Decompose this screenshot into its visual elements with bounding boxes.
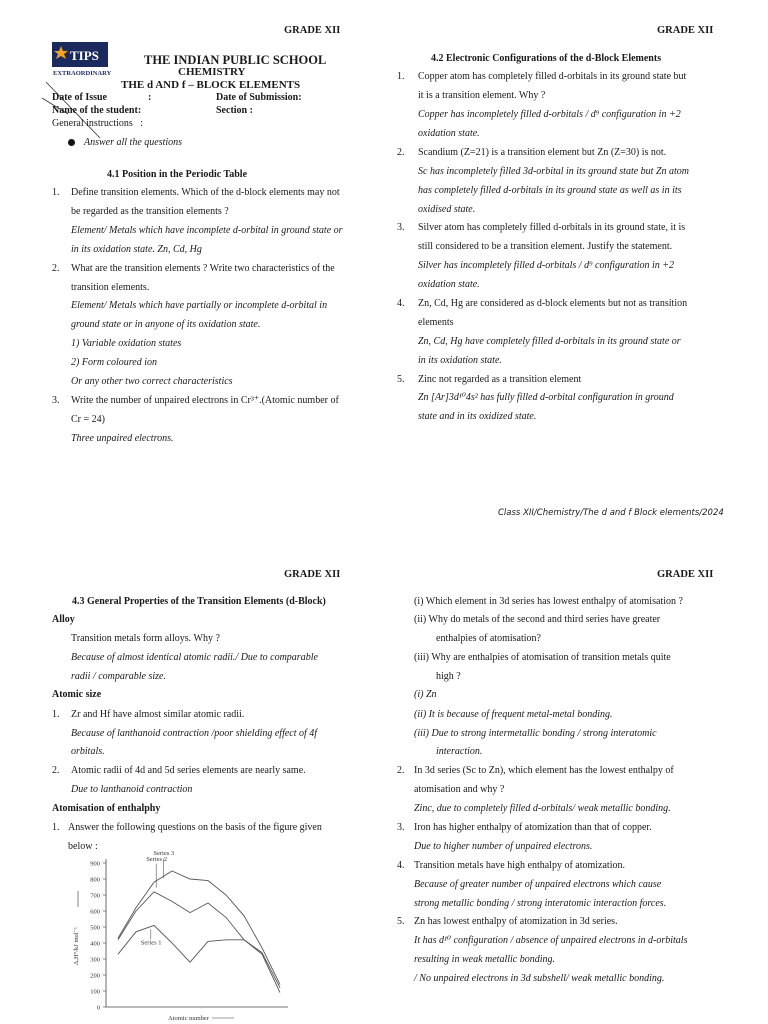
alloy-heading: Alloy [52, 614, 75, 625]
subject-title: CHEMISTRY [178, 66, 246, 78]
answer-line: has completely filled d-orbitals in its ground state as well as in its [418, 185, 682, 196]
answer-line: interaction. [436, 746, 483, 757]
page-footer: Class XII/Chemistry/The d and f Block elements/2024 [498, 508, 724, 518]
question-number: 4. [397, 860, 405, 871]
question-number: 1. [52, 709, 60, 720]
y-tick-label: 200 [90, 972, 100, 980]
answer-line: state and in its oxidized state. [418, 411, 537, 422]
y-tick-label: 300 [90, 956, 100, 964]
question-line: be regarded as the transition elements ? [71, 206, 229, 217]
answer-line: (ii) It is because of frequent metal-metal bonding. [414, 709, 613, 720]
answer-line: It has d¹⁰ configuration / absence of unpaired electrons in d-orbitals [414, 935, 688, 946]
bullet-icon [68, 139, 75, 146]
answer-line: strong metallic bonding / strong interatomic interaction forces. [414, 898, 667, 909]
question-line: Zn, Cd, Hg are considered as d-block elements but not as transition [418, 298, 688, 309]
answer-line: 2) Form coloured ion [71, 357, 158, 368]
answer-line: oxidation state. [418, 128, 480, 139]
question-number: 3. [397, 822, 405, 833]
question-number: 2. [52, 263, 60, 274]
question-number: 2. [397, 147, 405, 158]
answer-line: orbitals. [71, 746, 105, 757]
date-of-issue-colon: : [148, 92, 152, 103]
answer-line: oxidation state. [418, 279, 480, 290]
header-grade-bottom-left: GRADE XII [284, 569, 341, 580]
y-tick-label: 900 [90, 860, 100, 868]
answer-line: Element/ Metals which have partially or incomplete d-orbital in [71, 300, 328, 311]
question-line: Zr and Hf have almost similar atomic radii. [71, 709, 245, 720]
series-line-1 [118, 871, 280, 985]
date-of-submission-label: Date of Submission: [216, 92, 302, 103]
series-label-2: Series 2 [146, 855, 167, 863]
answer-line: Because of greater number of unpaired electrons which cause [414, 879, 662, 890]
y-tick-label: 800 [90, 876, 100, 884]
question-number: 2. [397, 765, 405, 776]
x-axis-label: Atomic number [168, 1015, 209, 1022]
instruction-bullet [68, 137, 182, 148]
series-line-3 [118, 925, 280, 992]
atomic-size-heading: Atomic size [52, 689, 102, 700]
answer-line: Element/ Metals which have incomplete d-orbital in ground state or [71, 225, 343, 236]
section-4-1-title: 4.1 Position in the Periodic Table [107, 169, 248, 180]
logo-tagline-text: EXTRAORDINARY [53, 70, 112, 77]
question-line: below : [68, 841, 98, 852]
question-line: Answer the following questions on the basis of the figure given [68, 822, 322, 833]
answer-line: Because of almost identical atomic radii./ Due to comparable [71, 652, 318, 663]
header-grade-bottom-right: GRADE XII [657, 569, 714, 580]
answer-line: Three unpaired electrons. [71, 433, 174, 444]
question-line: atomisation and why ? [414, 784, 505, 795]
answer-line: Due to higher number of unpaired electrons. [414, 841, 593, 852]
section-4-2-title [431, 53, 661, 64]
y-tick-label: 500 [90, 924, 100, 932]
question-line: Iron has higher enthalpy of atomization than that of copper. [414, 822, 652, 833]
question-line: (iii) Why are enthalpies of atomisation of transition metals quite [414, 652, 671, 663]
answer-line: (iii) Due to strong intermetallic bonding / strong interatomic [414, 728, 657, 739]
answer-line: (i) Zn [414, 689, 437, 700]
question-number: 1. [52, 187, 60, 198]
question-line: (ii) Why do metals of the second and third series have greater [414, 614, 661, 625]
series-label-1: Series 3 [153, 850, 175, 858]
atomisation-heading: Atomisation of enthalphy [52, 803, 161, 814]
question-line: elements [418, 317, 454, 328]
answer-line: Zinc, due to completely filled d-orbitals/ weak metallic bonding. [414, 803, 671, 814]
school-name: THE INDIAN PUBLIC SCHOOL [144, 53, 327, 67]
question-line: Scandium (Z=21) is a transition element but Zn (Z=30) is not. [418, 147, 667, 158]
question-number: 3. [397, 222, 405, 233]
enthalpy-chart [64, 850, 304, 1024]
question-line: enthalpies of atomisation? [436, 633, 541, 644]
section-4-2-title-text: 4.2 Electronic Configurations of the d-Block Elements [431, 53, 662, 64]
answer-line: / No unpaired electrons in 3d subshell/ weak metallic bonding. [414, 973, 665, 984]
question-number: 5. [397, 916, 405, 927]
question-number: 1. [52, 822, 60, 833]
instruction-text: Answer all the questions [84, 137, 183, 148]
question-line: transition elements. [71, 282, 150, 293]
question-line: Zn has lowest enthalpy of atomization in 3d series. [414, 916, 618, 927]
question-number: 5. [397, 374, 405, 385]
answer-line: oxidised state. [418, 204, 476, 215]
answer-line: 1) Variable oxidation states [71, 338, 182, 349]
question-line: still considered to be a transition element. Justify the statement. [418, 241, 673, 252]
answer-line: in its oxidation state. Zn, Cd, Hg [71, 244, 202, 255]
question-number: 4. [397, 298, 405, 309]
general-instructions: General instructions : [52, 118, 144, 129]
question-number: 1. [397, 71, 405, 82]
y-tick-label: 0 [96, 1004, 100, 1012]
logo-brand-text: TIPS [70, 48, 99, 63]
question-line: (i) Which element in 3d series has lowest enthalpy of atomisation ? [414, 596, 683, 607]
question-number: 3. [52, 395, 60, 406]
question-line: Copper atom has completely filled d-orbitals in its ground state but [418, 71, 687, 82]
question-line: Cr = 24) [71, 414, 105, 425]
question-line: Define transition elements. Which of the d-block elements may not [71, 187, 340, 198]
answer-line: Sc has incompletely filled 3d-orbital in its ground state but Zn atom [418, 166, 690, 177]
question-line: Write the number of unpaired electrons in Cr³⁺.(Atomic number of [71, 395, 339, 406]
y-tick-label: 700 [90, 892, 100, 900]
answer-line: in its oxidation state. [418, 355, 502, 366]
series-label-3: Series 1 [140, 939, 162, 947]
date-of-issue-label: Date of Issue [52, 92, 107, 103]
question-line: it is a transition element. Why ? [418, 90, 546, 101]
y-tick-label: 100 [90, 988, 100, 996]
school-logo [52, 42, 112, 78]
answer-line: radii / comparable size. [71, 671, 166, 682]
y-tick-label: 600 [90, 908, 100, 916]
question-line: Atomic radii of 4d and 5d series elements are nearly same. [71, 765, 306, 776]
question-line: Transition metals form alloys. Why ? [71, 633, 220, 644]
section-label: Section : [216, 105, 253, 116]
answer-line: resulting in weak metallic bonding. [414, 954, 556, 965]
answer-line: Copper has incompletely filled d-orbitals / d⁹ configuration in +2 [418, 109, 681, 120]
question-number: 2. [52, 765, 60, 776]
answer-line: Zn, Cd, Hg have completely filled d-orbitals in its ground state or [418, 336, 681, 347]
answer-line: ground state or in anyone of its oxidation state. [71, 319, 261, 330]
answer-line: Or any other two correct characteristics [71, 376, 233, 387]
y-axis-label: ΔₐH°/kJ mol⁻¹ [73, 927, 80, 965]
answer-line: Zn [Ar]3d¹⁰4s² has fully filled d-orbital configuration in ground [418, 392, 674, 403]
answer-line: Due to lanthanoid contraction [71, 784, 193, 795]
header-grade-top-left: GRADE XII [284, 25, 341, 36]
chapter-title: THE d AND f – BLOCK ELEMENTS [121, 79, 301, 91]
question-line: high ? [436, 671, 461, 682]
student-name-label: Name of the student: [52, 105, 142, 116]
header-grade-top-right: GRADE XII [657, 25, 714, 36]
question-line: Transition metals have high enthalpy of atomization. [414, 860, 625, 871]
answer-line: Silver has incompletely filled d-orbitals / d⁹ configuration in +2 [418, 260, 675, 271]
section-4-3-title: 4.3 General Properties of the Transition Elements (d-Block) [72, 596, 326, 607]
question-line: What are the transition elements ? Write two characteristics of the [71, 263, 335, 274]
question-line: Zinc not regarded as a transition element [418, 374, 582, 385]
question-line: Silver atom has completely filled d-orbitals in its ground state, it is [418, 222, 686, 233]
answer-line: Because of lanthanoid contraction /poor shielding effect of 4f [71, 728, 318, 739]
y-tick-label: 400 [90, 940, 100, 948]
question-line: In 3d series (Sc to Zn), which element has the lowest enthalpy of [414, 765, 674, 776]
